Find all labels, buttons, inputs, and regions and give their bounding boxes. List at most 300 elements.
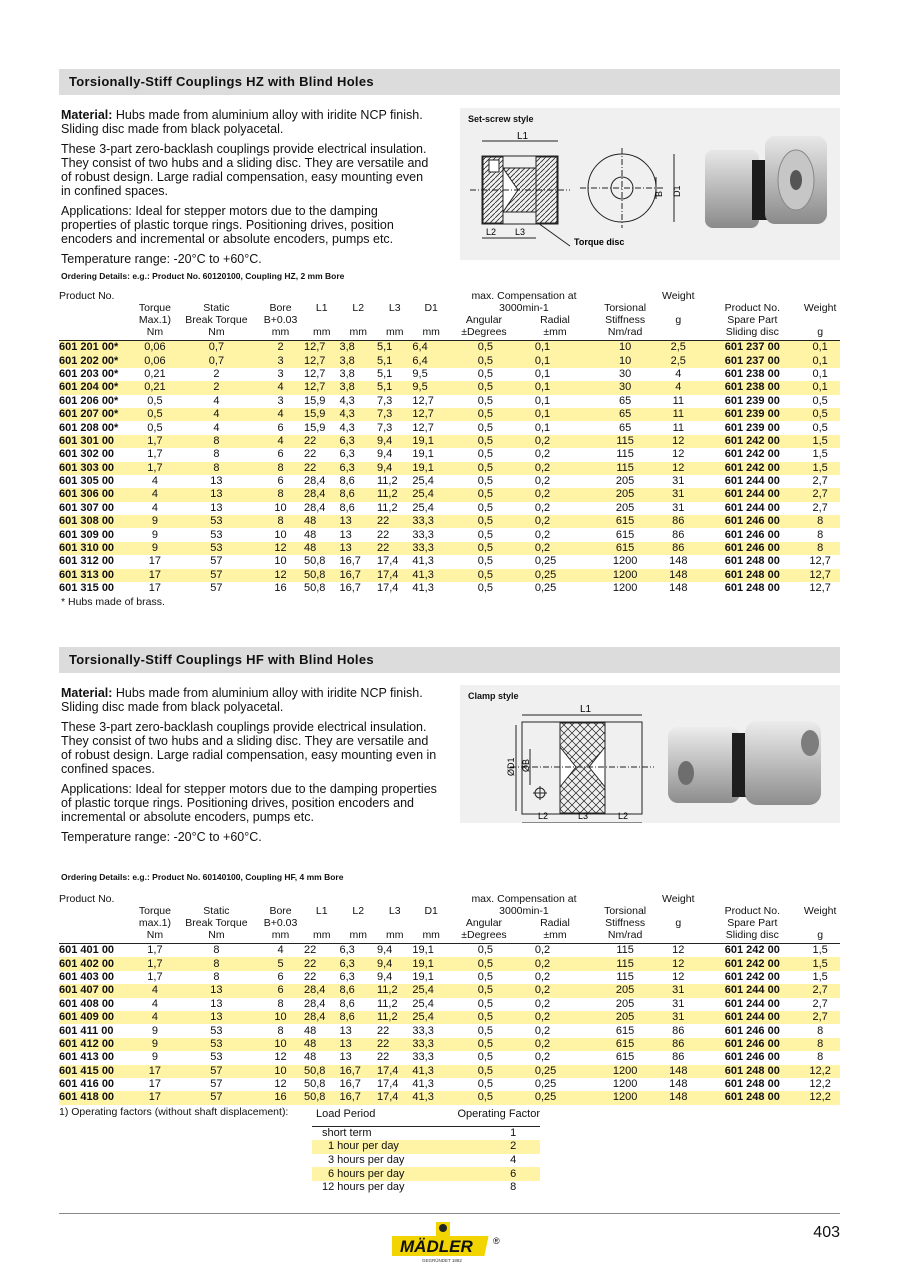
table-cell: 0,5	[477, 1051, 494, 1064]
table-cell: 22	[304, 462, 339, 475]
table-cell: 6,4	[412, 354, 450, 367]
col-product-no: Product No.	[59, 893, 134, 944]
table-cell: 615	[615, 1024, 635, 1037]
table-row	[59, 448, 840, 461]
table-cell: 48	[304, 1051, 317, 1064]
table-cell: 4	[176, 408, 257, 421]
table-cell: 22	[304, 957, 339, 970]
table-cell: 601 242 00	[704, 435, 800, 448]
table-cell: 13	[210, 475, 223, 488]
col-static: Static Break Torque Nm	[176, 290, 257, 341]
table-cell: 615	[615, 1051, 635, 1064]
table-row	[59, 515, 840, 528]
table-row	[59, 984, 840, 997]
table-cell: 3,8	[339, 354, 377, 367]
table-cell: 17,4	[377, 569, 412, 582]
table-cell: 53	[210, 1051, 223, 1064]
table-row	[59, 1038, 840, 1051]
table-cell: 601 244 00	[704, 1011, 800, 1024]
table-cell: 7,3	[376, 421, 393, 434]
table-cell: 48	[304, 1024, 317, 1037]
table-cell: 1,7	[147, 944, 163, 957]
col-torque: Torque Max.1) Nm	[134, 290, 176, 341]
table-cell: 601 312 00	[59, 555, 115, 568]
table-cell: 0,1	[812, 367, 828, 380]
table-cell: 0,1	[521, 381, 598, 394]
table-cell: 31	[652, 984, 704, 997]
diagram-label: Set-screw style	[468, 114, 534, 124]
table-cell: 19,1	[412, 448, 434, 461]
table-cell: 4	[151, 997, 158, 1010]
table-cell: 0,5	[450, 341, 521, 355]
coupling-photo	[705, 136, 827, 228]
table-cell: 601 248 00	[724, 555, 780, 568]
table-cell: 28,4	[304, 501, 326, 514]
table-cell: 8	[800, 542, 840, 555]
table-cell: 601 309 00	[59, 528, 115, 541]
table-cell: 6,3	[339, 435, 377, 448]
table-cell: 601 315 00	[59, 582, 115, 595]
table-cell: 8	[277, 997, 284, 1010]
table-cell: 0,2	[534, 475, 551, 488]
table-cell: 3	[277, 394, 284, 407]
table-cell: 13	[339, 1038, 377, 1051]
table-cell: 8,6	[339, 488, 377, 501]
table-cell: 53	[176, 1038, 257, 1051]
table-cell: 17,4	[376, 1078, 399, 1091]
table-cell: 3	[277, 367, 284, 380]
table-cell: 12	[274, 1078, 287, 1091]
table-cell: 6	[257, 984, 304, 997]
table-cell: 0,2	[534, 448, 551, 461]
table-cell: 15,9	[304, 421, 326, 434]
table-cell: 148	[652, 1091, 704, 1104]
table-cell: 205	[615, 997, 635, 1010]
table-cell: 12,7	[412, 394, 434, 407]
table-cell: 86	[672, 528, 685, 541]
col-torsional: Torsional Stiffness Nm/rad	[598, 290, 652, 341]
table-cell: 6	[277, 448, 284, 461]
table-cell: 0,2	[521, 957, 598, 970]
table-cell: 10	[274, 528, 287, 541]
table-cell: 6,4	[412, 341, 450, 355]
table-cell: 13	[339, 528, 352, 541]
table-cell: 15,9	[304, 408, 339, 421]
table-cell: 41,3	[412, 1065, 450, 1078]
table-cell: 601 302 00	[59, 448, 115, 461]
col-weight: Weight g	[652, 893, 704, 944]
table-cell: 0,5	[147, 394, 163, 407]
table-cell: 0,7	[176, 354, 257, 367]
table-cell: 48	[304, 515, 339, 528]
table-cell: 17	[148, 555, 162, 568]
table-cell: 31	[672, 501, 685, 514]
table-cell: 41,3	[412, 1078, 434, 1091]
load-period-cell: short term	[322, 1126, 372, 1139]
table-cell: 8,6	[339, 997, 355, 1010]
table-cell: 10	[257, 1038, 304, 1051]
table-cell: 53	[210, 1024, 223, 1037]
table-cell: 0,2	[521, 1038, 598, 1051]
table-cell: 50,8	[304, 1065, 339, 1078]
table-cell: 17	[148, 582, 162, 595]
table-cell: 0,5	[477, 475, 494, 488]
table-cell: 11,2	[377, 984, 412, 997]
table-cell: 19,1	[412, 435, 450, 448]
table-cell: 601 310 00	[59, 542, 134, 555]
section-title-hz: Torsionally-Stiff Couplings HZ with Blind Holes	[59, 69, 840, 95]
table-cell: 2,7	[800, 488, 840, 501]
table-cell: 0,1	[800, 354, 840, 367]
table-cell: 115	[598, 435, 652, 448]
table-cell: 115	[616, 970, 634, 983]
factor-cell: 4	[510, 1154, 517, 1167]
table-cell: 1,5	[800, 462, 840, 475]
table-cell: 86	[652, 542, 704, 555]
table-cell: 25,4	[412, 501, 434, 514]
table-cell: 0,06	[134, 354, 176, 367]
table-cell: 0,5	[477, 367, 494, 380]
table-cell: 2,7	[812, 475, 828, 488]
table-cell: 4	[257, 435, 304, 448]
table-row	[59, 998, 840, 1011]
col-l2: L2 mm	[339, 290, 377, 341]
table-cell: 31	[672, 997, 685, 1010]
table-cell: 601 401 00	[59, 944, 115, 957]
table-cell: 0,5	[450, 488, 521, 501]
table-cell: 19,1	[412, 944, 434, 957]
table-cell: 601 242 00	[724, 448, 780, 461]
table-cell: 0,2	[521, 462, 598, 475]
table-cell: 10	[274, 501, 287, 514]
operating-factor-row	[312, 1154, 540, 1168]
col-weight: Weight g	[652, 290, 704, 341]
table-cell: 0,2	[521, 984, 598, 997]
operating-factor-table	[312, 1108, 540, 1195]
load-period-cell: 1 hour per day	[312, 1140, 430, 1154]
table-cell: 25,4	[412, 488, 450, 501]
table-cell: 601 242 00	[724, 970, 780, 983]
table-cell: 12	[652, 957, 704, 970]
table-row	[59, 582, 840, 595]
table-cell: 7,3	[377, 408, 412, 421]
table-cell: 0,5	[147, 421, 163, 434]
table-row	[59, 944, 840, 958]
table-cell: 11	[672, 394, 684, 407]
table-cell: 8	[817, 1051, 824, 1064]
operating-factor-body	[312, 1126, 540, 1194]
table-cell: 6,3	[339, 944, 355, 957]
table-row	[59, 1078, 840, 1091]
table-cell: 8,6	[339, 1011, 377, 1024]
svg-text:®: ®	[493, 1236, 500, 1246]
table-cell: 4	[213, 394, 220, 407]
table-cell: 9,4	[377, 435, 412, 448]
table-row	[59, 1024, 840, 1037]
svg-text:GEGRÜNDET 1882: GEGRÜNDET 1882	[422, 1258, 462, 1263]
table-cell: 12,2	[800, 1091, 840, 1104]
table-cell: 5	[257, 957, 304, 970]
table-cell: 11	[652, 408, 704, 421]
table-row	[59, 502, 840, 515]
table-cell: 148	[669, 555, 688, 568]
table-cell: 601 239 00	[724, 394, 780, 407]
col-static: Static Break Torque Nm	[176, 893, 257, 944]
table-cell: 601 206 00*	[59, 394, 119, 407]
table-cell: 0,5	[450, 984, 521, 997]
table-cell: 0,5	[450, 408, 521, 421]
table-row	[59, 354, 840, 367]
page-number: 403	[813, 1224, 840, 1241]
table-cell: 0,25	[534, 1078, 557, 1091]
table-cell: 17	[134, 1091, 176, 1104]
table-cell: 601 237 00	[704, 341, 800, 355]
table-cell: 0,2	[521, 1011, 598, 1024]
col-d1: D1 mm	[412, 893, 450, 944]
table-cell: 12	[652, 462, 704, 475]
table-cell: 0,2	[534, 944, 551, 957]
table-cell: 6,3	[339, 462, 377, 475]
table-cell: 19,1	[412, 970, 434, 983]
clamp-style-drawing	[460, 685, 840, 823]
table-cell: 12,7	[809, 582, 831, 595]
table-cell: 0,2	[521, 515, 598, 528]
col-l1: L1 mm	[304, 290, 339, 341]
table-cell: 22	[304, 448, 317, 461]
table-cell: 4	[151, 475, 158, 488]
table-cell: 28,4	[304, 488, 339, 501]
table-cell: 33,3	[412, 1051, 434, 1064]
table-cell: 17,4	[377, 1065, 412, 1078]
table-cell: 8	[257, 515, 304, 528]
table-cell: 601 246 00	[724, 1051, 780, 1064]
table-cell: 2,7	[812, 997, 828, 1010]
table-cell: 9,4	[376, 970, 393, 983]
table-cell: 9	[151, 1024, 158, 1037]
table-cell: 5,1	[376, 367, 393, 380]
col-l2: L2 mm	[339, 893, 377, 944]
col-d1: D1 mm	[412, 290, 450, 341]
table-cell: 601 238 00	[724, 367, 780, 380]
table-cell: 53	[176, 515, 257, 528]
col-bore: Bore B+0.03 mm	[257, 290, 304, 341]
table-cell: 11,2	[376, 501, 398, 514]
table-cell: 601 242 00	[724, 944, 780, 957]
table-cell: 50,8	[304, 1091, 339, 1104]
table-cell: 12	[257, 542, 304, 555]
table-cell: 4	[134, 984, 176, 997]
table-cell: 41,3	[412, 555, 434, 568]
table-cell: 5,1	[377, 381, 412, 394]
table-cell: 4	[213, 421, 220, 434]
table-cell: 10	[257, 1011, 304, 1024]
table-cell: 17	[134, 569, 176, 582]
table-cell: 0,5	[812, 421, 828, 434]
table-cell: 601 244 00	[724, 501, 780, 514]
table-cell: 0,5	[134, 408, 176, 421]
table-cell: 57	[176, 1065, 257, 1078]
table-cell: 0,06	[134, 341, 176, 355]
table-cell: 2,5	[652, 354, 704, 367]
col-product-no: Product No.	[59, 290, 134, 341]
table-cell: 0,5	[477, 1024, 494, 1037]
hf-table-body	[59, 944, 840, 1105]
table-cell: 601 248 00	[704, 569, 800, 582]
table-cell: 31	[652, 1011, 704, 1024]
table-cell: 8	[817, 528, 824, 541]
table-cell: 57	[176, 1091, 257, 1104]
table-cell: 0,5	[450, 1065, 521, 1078]
table-cell: 22	[376, 1051, 390, 1064]
table-cell: 57	[210, 582, 223, 595]
table-cell: 0,5	[477, 528, 494, 541]
col-bore: Bore B+0.03 mm	[257, 893, 304, 944]
table-cell: 5,1	[377, 354, 412, 367]
table-cell: 9	[151, 528, 158, 541]
table-cell: 6	[277, 421, 284, 434]
table-cell: 17,4	[377, 1091, 412, 1104]
table-cell: 0,5	[477, 501, 494, 514]
table-cell: 22	[377, 515, 412, 528]
table-cell: 1,7	[147, 448, 163, 461]
table-cell: 86	[652, 1038, 704, 1051]
table-cell: 0,5	[450, 1011, 521, 1024]
svg-text:MÄDLER: MÄDLER	[400, 1237, 473, 1256]
table-cell: 4	[675, 367, 682, 380]
table-cell: 13	[176, 984, 257, 997]
table-cell: 601 237 00	[704, 354, 800, 367]
table-cell: 0,2	[534, 1051, 551, 1064]
table-cell: 86	[672, 1024, 685, 1037]
table-cell: 1200	[598, 569, 652, 582]
hz-diagram	[460, 108, 840, 260]
table-cell: 33,3	[412, 542, 450, 555]
table-cell: 13	[339, 542, 377, 555]
table-cell: 601 246 00	[704, 1038, 800, 1051]
operating-factor-header: Operating Factor	[430, 1108, 540, 1126]
table-cell: 1200	[598, 1091, 652, 1104]
table-cell: 2,5	[652, 341, 704, 355]
table-cell: 601 239 00	[704, 408, 800, 421]
table-cell: 8	[800, 1038, 840, 1051]
table-cell: 0,25	[534, 582, 557, 595]
table-cell: 601 203 00*	[59, 367, 119, 380]
factor-cell: 1	[510, 1126, 517, 1139]
table-row	[59, 435, 840, 448]
table-row	[59, 528, 840, 541]
table-cell: 12,7	[412, 421, 434, 434]
table-cell: 0,25	[521, 569, 598, 582]
table-cell: 601 402 00	[59, 957, 134, 970]
table-cell: 11	[672, 421, 684, 434]
table-cell: 115	[616, 944, 634, 957]
svg-text:L1: L1	[517, 131, 529, 142]
table-cell: 9,5	[412, 367, 428, 380]
table-cell: 1,5	[800, 435, 840, 448]
table-row	[59, 542, 840, 555]
table-cell: 601 242 00	[704, 462, 800, 475]
table-cell: 13	[176, 1011, 257, 1024]
table-cell: 17	[134, 1065, 176, 1078]
clamp-coupling-photo	[668, 721, 821, 805]
table-row	[59, 381, 840, 394]
table-cell: 17,4	[376, 582, 399, 595]
table-cell: 601 408 00	[59, 997, 115, 1010]
table-cell: 1,7	[134, 957, 176, 970]
table-cell: 601 207 00*	[59, 408, 134, 421]
table-cell: 601 244 00	[704, 488, 800, 501]
table-cell: 41,3	[412, 1091, 450, 1104]
table-cell: 12,7	[809, 555, 831, 568]
table-cell: 205	[615, 475, 635, 488]
table-cell: 601 407 00	[59, 984, 134, 997]
table-row	[59, 368, 840, 381]
table-cell: 13	[210, 501, 223, 514]
table-cell: 601 246 00	[704, 515, 800, 528]
table-cell: 17	[148, 1078, 162, 1091]
table-cell: 8	[213, 448, 220, 461]
table-cell: 615	[598, 542, 652, 555]
table-cell: 7,3	[376, 394, 393, 407]
hz-spec-table	[59, 290, 840, 595]
table-cell: 0,5	[450, 1038, 521, 1051]
table-row	[59, 408, 840, 421]
table-cell: 0,5	[450, 462, 521, 475]
table-cell: 601 412 00	[59, 1038, 134, 1051]
table-cell: 1200	[612, 582, 638, 595]
hz-table-body	[59, 341, 840, 596]
col-weight2: Weight g	[800, 893, 840, 944]
table-cell: 3,8	[339, 367, 355, 380]
table-row	[59, 1065, 840, 1078]
table-cell: 48	[304, 528, 317, 541]
table-cell: 8,6	[339, 984, 377, 997]
table-cell: 6,3	[339, 448, 355, 461]
table-cell: 0,5	[450, 542, 521, 555]
table-cell: 0,25	[534, 555, 557, 568]
table-cell: 25,4	[412, 475, 434, 488]
table-cell: 601 242 00	[704, 957, 800, 970]
table-cell: 31	[652, 488, 704, 501]
table-cell: 13	[339, 1024, 352, 1037]
table-cell: 601 202 00*	[59, 354, 134, 367]
table-cell: 601 305 00	[59, 475, 115, 488]
table-cell: 0,5	[477, 394, 494, 407]
svg-text:L2: L2	[538, 811, 549, 821]
table-cell: 11,2	[376, 997, 398, 1010]
load-period-header: Load Period	[312, 1108, 430, 1126]
table-row	[59, 488, 840, 501]
svg-text:D1: D1	[672, 185, 682, 197]
table-row	[59, 421, 840, 434]
table-cell: 205	[598, 984, 652, 997]
table-cell: 601 238 00	[704, 381, 800, 394]
table-cell: 57	[210, 555, 223, 568]
table-cell: 31	[672, 475, 685, 488]
table-cell: 8	[213, 944, 220, 957]
table-row	[59, 1011, 840, 1024]
table-cell: 1,5	[812, 944, 828, 957]
table-cell: 4	[257, 408, 304, 421]
table-cell: 9,4	[377, 462, 412, 475]
table-cell: 601 306 00	[59, 488, 134, 501]
table-cell: 25,4	[412, 1011, 450, 1024]
table-row	[59, 462, 840, 475]
table-cell: 148	[652, 1065, 704, 1078]
svg-text:L3: L3	[578, 811, 589, 821]
table-cell: 6	[277, 970, 284, 983]
table-cell: 12	[274, 1051, 287, 1064]
